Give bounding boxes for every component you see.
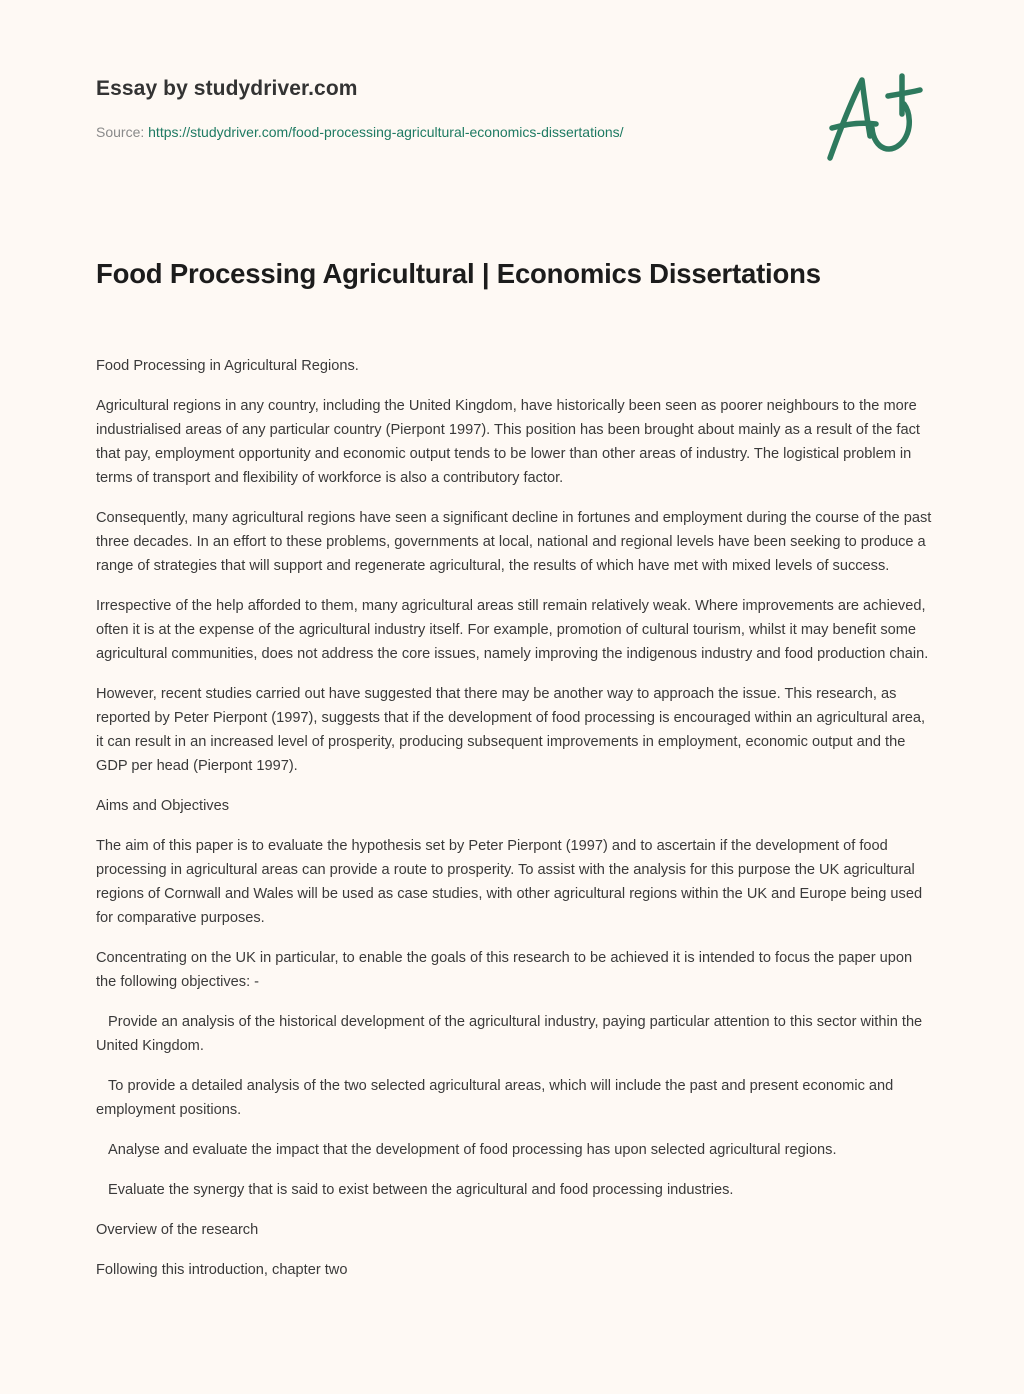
body-paragraph: However, recent studies carried out have suggested that there may be another way to approach the issue. This research, as reported by Peter Pierpont (1997), suggests that if the development of food processing is encouraged within an agricultural area, it can result in an increased level of prosperity, producing subsequent improvements in employment, economic output and the GDP per head (Pierpont 1997). bbox=[96, 686, 926, 774]
body-paragraph: Agricultural regions in any country, including the United Kingdom, have historically been seen as poorer neighbours to the more industrialised areas of any particular country (Pierpont 1997). This position has been brought about mainly as a result of the fact that pay, employment opportunity and economic output tends to be lower than other areas of industry. The logistical problem in terms of transport and flexibility of workforce is also a contributory factor. bbox=[96, 398, 920, 486]
source-link[interactable]: https://studydriver.com/food-processing-agricultural-economics-dissertations/ bbox=[148, 124, 624, 140]
source-line bbox=[96, 122, 796, 142]
source-label: Source: bbox=[96, 124, 149, 140]
objective-item: Provide an analysis of the historical development of the agricultural industry, paying particular attention to this sector within the United Kingdom. bbox=[96, 1014, 923, 1054]
a-plus-grade-icon bbox=[818, 66, 930, 166]
body-paragraph: Concentrating on the UK in particular, to enable the goals of this research to be achieved it is intended to focus the paper upon the following objectives: - bbox=[96, 950, 913, 990]
objective-item: To provide a detailed analysis of the two selected agricultural areas, which will include the past and present economic and employment positions. bbox=[96, 1078, 894, 1118]
objective-item: Analyse and evaluate the impact that the development of food processing has upon selected agricultural regions. bbox=[108, 1142, 837, 1158]
body-paragraph: Consequently, many agricultural regions have seen a significant decline in fortunes and employment during the course of the past three decades. In an effort to these problems, governments at local, national and regional levels have been seeking to produce a range of strategies that will support and regenerate agricultural, the results of which have met with mixed levels of success. bbox=[96, 510, 932, 574]
brand-title: Essay by studydriver.com bbox=[96, 77, 358, 100]
site-header bbox=[96, 74, 796, 142]
subtitle-paragraph: Food Processing in Agricultural Regions. bbox=[96, 358, 359, 374]
objective-item: Evaluate the synergy that is said to exist between the agricultural and food processing industries. bbox=[108, 1182, 734, 1198]
body-paragraph: Following this introduction, chapter two bbox=[96, 1262, 348, 1278]
section-heading: Aims and Objectives bbox=[96, 798, 230, 814]
body-paragraph: Irrespective of the help afforded to them, many agricultural areas still remain relatively weak. Where improvements are achieved, often it is at the expense of the agricultural industry itself. For example, promotion of cultural tourism, whilst it may benefit some agricultural communities, does not address the core issues, namely improving the indigenous industry and food production chain. bbox=[96, 598, 929, 662]
body-paragraph: The aim of this paper is to evaluate the hypothesis set by Peter Pierpont (1997) and to ascertain if the development of food processing in agricultural areas can provide a route to prosperity. To assist with the analysis for this purpose the UK agricultural regions of Cornwall and Wales will be used as case studies, with other agricultural regions within the UK and Europe being used for comparative purposes. bbox=[96, 838, 923, 926]
essay-body bbox=[96, 354, 932, 1298]
section-heading: Overview of the research bbox=[96, 1222, 259, 1238]
page-title: Food Processing Agricultural | Economics Dissertations bbox=[96, 258, 821, 289]
